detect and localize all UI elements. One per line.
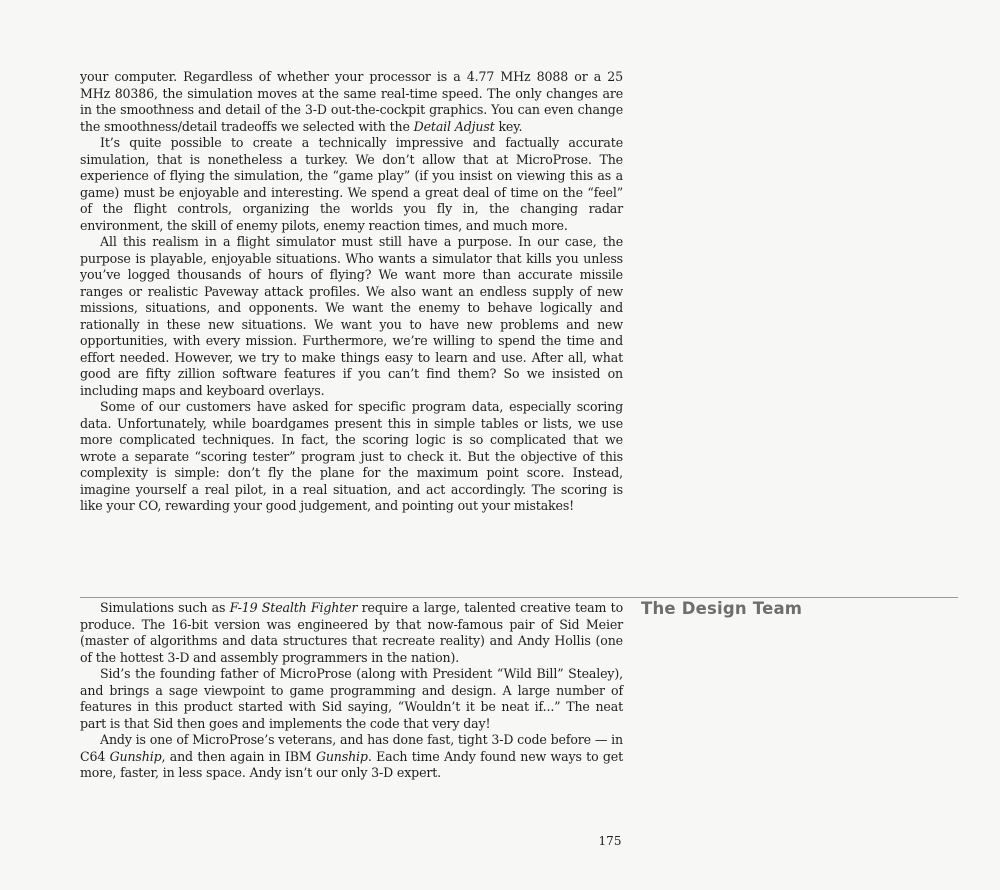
text-run: All this realism in a flight simulator must still have a purpose. In our case, the purpose is playable, enjoyable situations. Who wants a simulator that kills you unless you’ve logged thousands of hours of flying? We want more than accurate missile ranges or realistic Paveway attack profiles. We also want an endless supply of new missions, situations, and opponents. We want the enemy to behave logically and rationally in these new situations. We want you to have new problems and new opportunities, with every mission. Furthermore, we’re willing to spend the time and effort needed. However, we try to make things easy to learn and use. After all, what good are fifty zillion software features if you can’t find them? So we insisted on including maps and keyboard overlays. [80, 234, 623, 398]
text-run: It’s quite possible to create a technically impressive and factually accurate simulation, that is nonetheless a turkey. We don’t allow that at MicroProse. The experience of flying the simulation, the “game play” (if you insist on viewing this as a game) must be enjoyable and interesting. We spend a great deal of time on the “feel” of the flight controls, organizing the worlds you fly in, the changing radar environment, the skill of enemy pilots, enemy reaction times, and much more. [80, 135, 623, 233]
section-heading: The Design Team [641, 599, 803, 618]
paragraph [80, 135, 623, 234]
text-run: Sid’s the founding father of MicroProse (along with President “Wild Bill” Stealey), and brings a sage viewpoint to game programming and design. A large number of features in this product started with Sid saying, “Wouldn’t it be neat if...” The neat part is that Sid then goes and implements the code that very day! [80, 666, 623, 731]
italic-text-run: Gunship [109, 748, 162, 764]
text-run: Some of our customers have asked for specific program data, especially scoring data. Unfortunately, while boardgames present this in simple tables or lists, we use more complicated techniques. In fact, the scoring logic is so complicated that we wrote a separate “scoring tester” program just to check it. But the objective of this complexity is simple: don’t fly the plane for the maximum point score. Instead, imagine yourself a real pilot, in a real situation, and act accordingly. The scoring is like your CO, rewarding your good judgement, and pointing out your mistakes! [80, 399, 623, 513]
paragraph [80, 732, 623, 782]
paragraph [80, 399, 623, 515]
paragraph [80, 666, 623, 732]
body-text-design-team [80, 600, 623, 782]
text-run: Andy is one of MicroProse’s veterans, and has done fast, tight 3-D code before — in C64 [80, 732, 623, 764]
text-run: , and then again in IBM [161, 748, 316, 764]
text-run: require a large, talented creative team to produce. The 16-bit version was engineered by that now-famous pair of Sid Meier (master of algorithms and data structures that recreate reality) and Andy Hollis (one of the hottest 3-D and assembly programmers in the nation). [80, 600, 623, 665]
paragraph [80, 69, 623, 135]
paragraph [80, 234, 623, 399]
page-number: 175 [598, 834, 622, 848]
body-text-top [80, 69, 623, 515]
text-run: Simulations such as [100, 600, 230, 615]
text-run: . Each time Andy found new ways to get more, faster, in less space. Andy isn’t our only 3-D expert. [80, 748, 624, 780]
text-run: key. [494, 118, 523, 134]
text-run: your computer. Regardless of whether your processor is a 4.77 MHz 8088 or a 25 MHz 80386, the simulation moves at the same real-time speed. The only changes are in the smoothness and detail of the 3-D out-the-cockpit graphics. You can even change the smoothness/detail tradeoffs we selected with the [80, 69, 623, 134]
paragraph [80, 600, 623, 666]
section-divider [80, 597, 958, 598]
italic-text-run: Gunship [315, 748, 368, 764]
italic-text-run: F-19 Stealth Fighter [229, 600, 358, 615]
italic-text-run: Detail Adjust [413, 118, 495, 134]
